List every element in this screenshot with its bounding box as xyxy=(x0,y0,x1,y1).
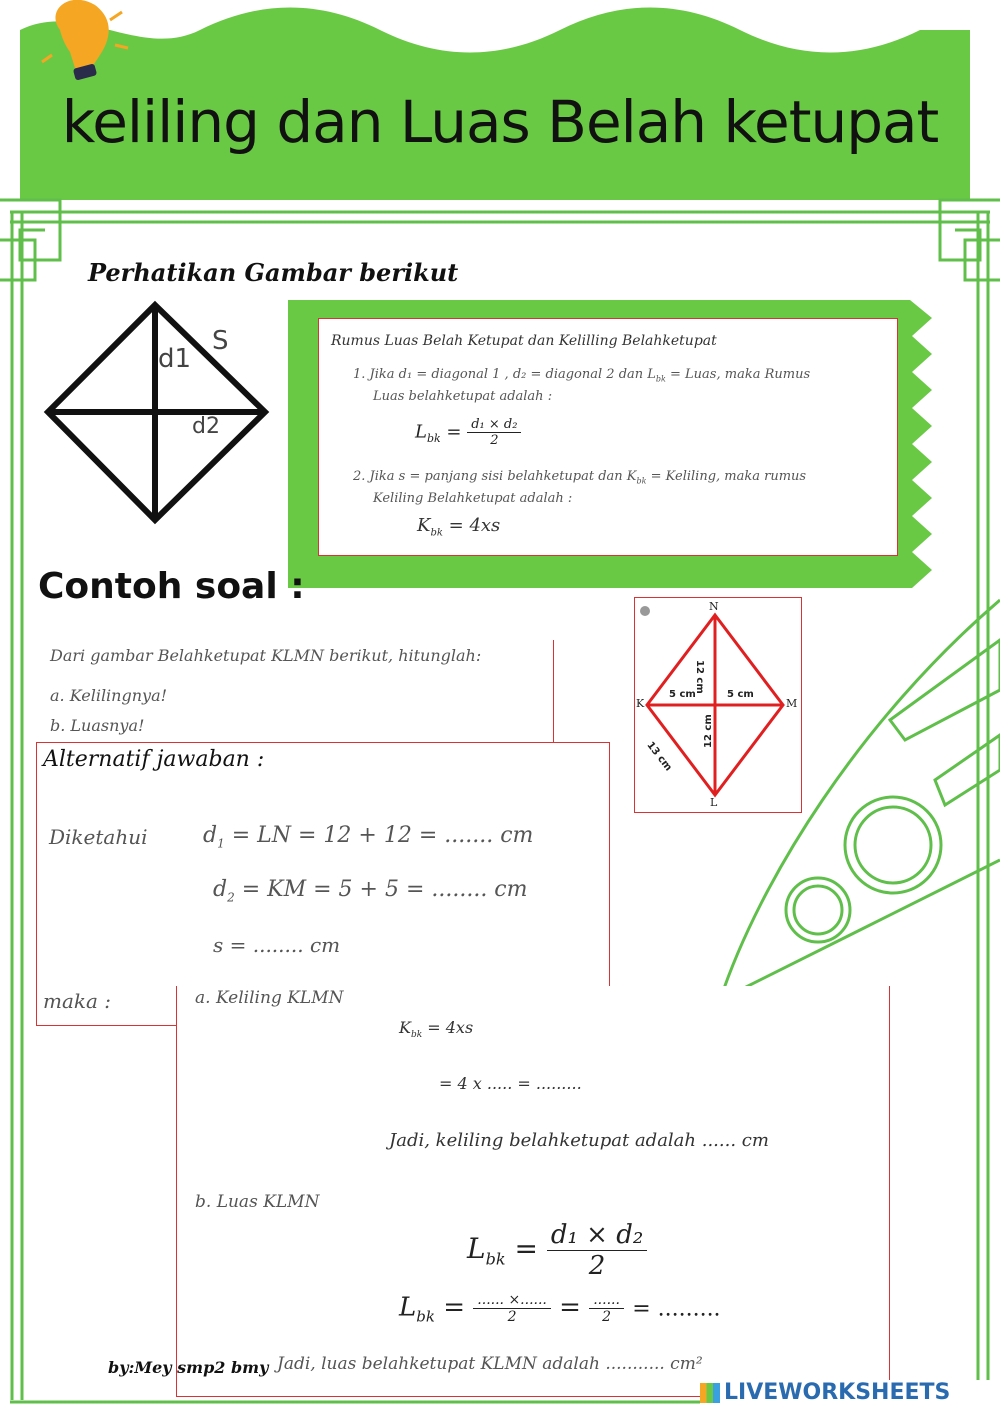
d1-symbol: d xyxy=(203,823,218,848)
luas-formula-fill: $L_{bk}$ = $\frac{...... \times......}{2}$ = $\frac{......}{2}$ = ......... xyxy=(399,1292,721,1326)
solution-box xyxy=(176,986,890,1397)
part-a-label: a. Keliling KLMN xyxy=(195,988,344,1008)
l-symbol: L xyxy=(467,1232,486,1265)
formula-item-2 xyxy=(353,469,806,486)
page-title: keliling dan Luas Belah ketupat xyxy=(61,88,939,156)
d2-subscript: 2 xyxy=(227,890,235,905)
part-b-label: b. Luas KLMN xyxy=(195,1192,320,1212)
formula-item-1-text: 1. Jika d₁ = diagonal 1 , d₂ = diagonal 2 dan L xyxy=(353,367,656,382)
d2-symbol: d xyxy=(213,877,228,902)
question-part-a: a. Kelilingnya! xyxy=(50,686,168,705)
d1-subscript: 1 xyxy=(217,836,225,851)
formula-item-2-text: 2. Jika s = panjang sisi belahketupat dan K xyxy=(353,469,637,484)
rhombus-diagram xyxy=(48,305,265,520)
answer-heading: Alternatif jawaban : xyxy=(43,747,265,772)
brand-watermark xyxy=(700,1380,990,1410)
formula-title: Rumus Luas Belah Ketupat dan Kelilling Belahketupat xyxy=(331,333,717,349)
formula-box xyxy=(318,318,898,556)
vertex-n: N xyxy=(709,600,719,613)
vertex-m: M xyxy=(786,697,798,710)
question-text: Dari gambar Belahketupat KLMN berikut, hitunglah: xyxy=(50,646,482,665)
d1-label: d1 xyxy=(158,344,192,374)
diketahui-label: Diketahui xyxy=(49,825,148,849)
vertex-l: L xyxy=(710,796,718,809)
side-length-label: 13 cm xyxy=(644,740,674,774)
keliling-step-1 xyxy=(399,1018,473,1040)
luas-formula-main: $L_{bk}$ = $\frac{\text{d₁ × d₂}}{2}$ xyxy=(467,1220,647,1281)
klmn-figure xyxy=(634,597,802,813)
luas-fraction xyxy=(467,417,521,448)
fill-denominator-1: 2 xyxy=(507,1309,517,1325)
k-subscript: bk xyxy=(410,1030,423,1041)
luas-denominator: 2 xyxy=(490,433,499,448)
l2-subscript: bk xyxy=(416,1307,435,1326)
author-signature: by:Mey smp2 bmy xyxy=(108,1358,269,1377)
vertex-k: K xyxy=(636,697,645,710)
l-subscript: bk xyxy=(485,1249,506,1269)
luas-lhs: L xyxy=(415,421,427,443)
keliling-step-2: = 4 x ..... = ......... xyxy=(439,1074,582,1093)
ln-bottom-label: 12 cm xyxy=(703,714,714,748)
k-rhs: = 4xs xyxy=(422,1018,474,1037)
fill-fraction-1 xyxy=(473,1292,551,1325)
d1-value: = LN = 12 + 12 = ....... cm xyxy=(224,823,534,848)
d2-label: d2 xyxy=(192,414,220,439)
keliling-conclusion: Jadi, keliling belahketupat adalah ...... cm xyxy=(389,1130,769,1151)
kel-rhs: = 4xs xyxy=(442,515,501,536)
side-label: S xyxy=(212,326,229,356)
instruction-heading: Perhatikan Gambar berikut xyxy=(88,258,459,287)
fill-numerator-2: ...... xyxy=(589,1292,624,1309)
luas-main-numerator: d₁ × d₂ xyxy=(547,1220,647,1251)
kel-lhs: K xyxy=(417,515,431,536)
k-symbol: K xyxy=(399,1018,411,1037)
luas-lhs-sub: bk xyxy=(426,432,441,446)
luas-main-fraction xyxy=(547,1220,647,1281)
luas-numerator: d₁ × d₂ xyxy=(467,417,521,433)
fill-result: = ......... xyxy=(632,1296,721,1322)
d1-line xyxy=(203,823,533,850)
fill-fraction-2 xyxy=(589,1292,624,1325)
brand-name: LIVEWORKSHEETS xyxy=(724,1380,951,1405)
example-heading: Contoh soal : xyxy=(38,566,305,607)
luas-formula: $L_{bk}$ = $\frac{\text{d₁ × d₂}}{2}$ xyxy=(415,417,521,448)
close-icon xyxy=(640,606,650,616)
formula-item-2-tail: = Keliling, maka rumus xyxy=(646,469,807,484)
formula-item-2-sub: bk xyxy=(636,476,647,486)
luas-main-denominator: 2 xyxy=(588,1251,606,1281)
answer-box xyxy=(36,742,610,1026)
brand-logo-icon xyxy=(700,1383,720,1403)
formula-item-1 xyxy=(353,367,810,384)
formula-item-1-line2: Luas belahketupat adalah : xyxy=(373,389,553,404)
maka-label: maka : xyxy=(43,989,112,1013)
s-line: s = ........ cm xyxy=(213,933,341,957)
km-right-label: 5 cm xyxy=(727,689,754,700)
km-left-label: 5 cm xyxy=(669,689,696,700)
d2-value: = KM = 5 + 5 = ........ cm xyxy=(234,877,528,902)
question-box xyxy=(38,640,554,744)
formula-item-1-tail: = Luas, maka Rumus xyxy=(665,367,811,382)
klmn-rhombus xyxy=(635,598,801,812)
fill-denominator-2: 2 xyxy=(602,1309,612,1325)
ln-top-label: 12 cm xyxy=(694,660,705,694)
luas-conclusion: Jadi, luas belahketupat KLMN adalah ........... cm² xyxy=(277,1354,703,1374)
keliling-formula xyxy=(417,515,500,539)
question-part-b: b. Luasnya! xyxy=(50,716,145,735)
l2-symbol: L xyxy=(399,1292,417,1323)
formula-item-1-sub: bk xyxy=(655,374,666,384)
fill-numerator-1: ...... ×...... xyxy=(473,1292,551,1309)
d2-line xyxy=(213,877,528,904)
kel-lhs-sub: bk xyxy=(430,527,443,539)
formula-item-2-line2: Keliling Belahketupat adalah : xyxy=(373,491,573,506)
